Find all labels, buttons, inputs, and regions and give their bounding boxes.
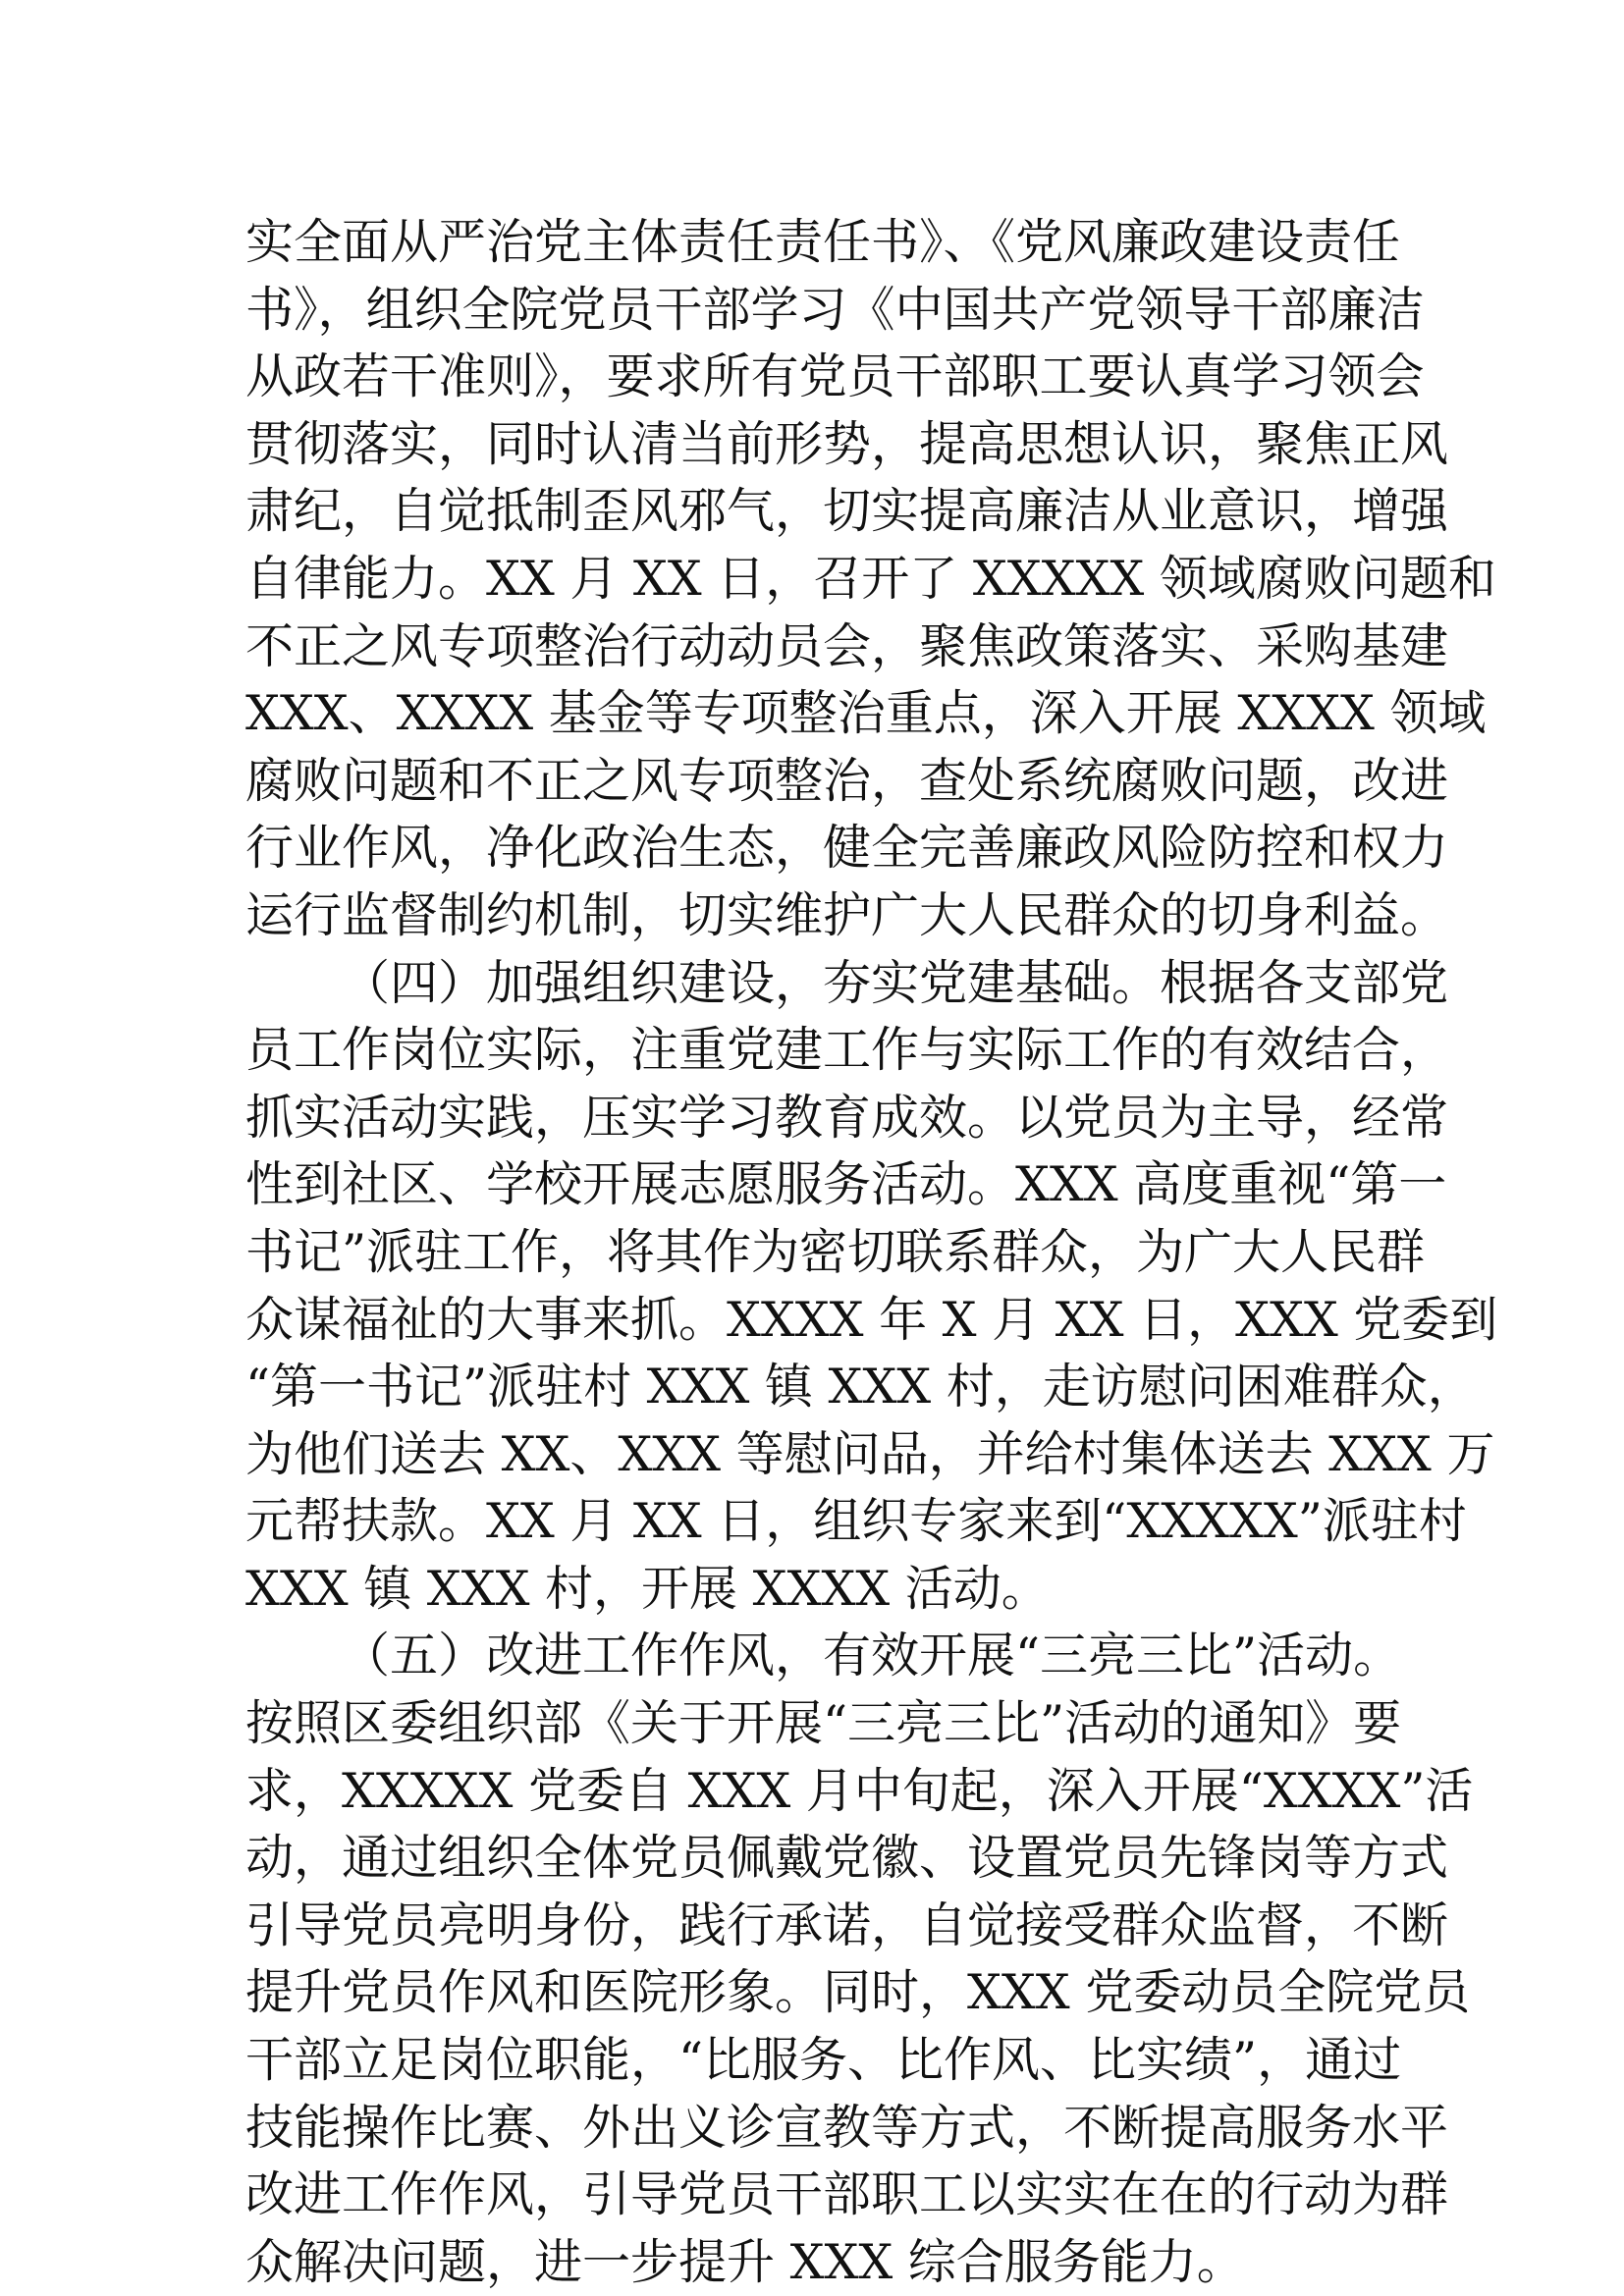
text-line: 提升党员作风和医院形象。同时，XXX 党委动员全院党员 [245, 1964, 1471, 2021]
text-line: 按照区委组织部《关于开展“三亮三比”活动的通知》要 [245, 1695, 1402, 1752]
text-line: XXX 镇 XXX 村，开展 XXXX 活动。 [245, 1560, 1050, 1617]
text-line: 干部立足岗位职能，“比服务、比作风、比实绩”，通过 [245, 2032, 1402, 2089]
text-line: 不正之风专项整治行动动员会，聚焦政策落实、采购基建 [245, 617, 1449, 674]
text-line: 改进工作作风，引导党员干部职工以实实在在的行动为群 [245, 2166, 1449, 2223]
paragraph [245, 950, 1498, 1624]
text-line: 书记”派驻工作，将其作为密切联系群众，为广大人民群 [245, 1223, 1426, 1280]
paragraph [245, 1623, 1474, 2296]
text-line: 为他们送去 XX、XXX 等慰问品，并给村集体送去 XXX 万 [245, 1425, 1495, 1482]
text-line: 自律能力。XX 月 XX 日，召开了 XXXXX 领域腐败问题和 [245, 550, 1496, 607]
text-line: 技能操作比赛、外出义诊宣教等方式，不断提高服务水平 [245, 2099, 1449, 2156]
text-line: 贯彻落实，同时认清当前形势，提高思想认识，聚焦正风 [245, 415, 1449, 472]
paragraph [245, 209, 1496, 950]
text-line: 抓实活动实践，压实学习教育成效。以党员为主导，经常 [245, 1089, 1449, 1146]
text-line: 从政若干准则》，要求所有党员干部职工要认真学习领会 [245, 348, 1425, 405]
text-line: 运行监督制约机制，切实维护广大人民群众的切身利益。 [245, 886, 1449, 943]
text-line: （四）加强组织建设，夯实党建基础。根据各支部党 [342, 954, 1449, 1011]
text-line: （五）改进工作作风，有效开展“三亮三比”活动。 [342, 1628, 1402, 1684]
text-line: 众谋福祉的大事来抓。XXXX 年 X 月 XX 日，XXX 党委到 [245, 1291, 1498, 1348]
text-line: “第一书记”派驻村 XXX 镇 XXX 村，走访慰问困难群众， [245, 1359, 1476, 1415]
text-line: XXX、XXXX 基金等专项整治重点，深入开展 XXXX 领域 [245, 685, 1487, 742]
text-line: 动，通过组织全体党员佩戴党徽、设置党员先锋岗等方式 [245, 1830, 1449, 1887]
body-text [245, 209, 1498, 2296]
text-line: 性到社区、学校开展志愿服务活动。XXX 高度重视“第一 [245, 1156, 1447, 1213]
text-line: 求，XXXXX 党委自 XXX 月中旬起，深入开展“XXXX”活 [245, 1762, 1474, 1819]
text-line: 行业作风，净化政治生态，健全完善廉政风险防控和权力 [245, 820, 1449, 877]
text-line: 众解决问题，进一步提升 XXX 综合服务能力。 [245, 2233, 1245, 2290]
text-line: 引导党员亮明身份，践行承诺，自觉接受群众监督，不断 [245, 1896, 1449, 1953]
text-line: 书》，组织全院党员干部学习《中国共产党领导干部廉洁 [245, 281, 1425, 338]
text-line: 实全面从严治党主体责任责任书》、《党风廉政建设责任 [245, 214, 1401, 270]
text-line: 元帮扶款。XX 月 XX 日，组织专家来到“XXXXX”派驻村 [245, 1493, 1467, 1550]
text-line: 肃纪，自觉抵制歪风邪气，切实提高廉洁从业意识，增强 [245, 483, 1449, 540]
text-line: 员工作岗位实际，注重党建工作与实际工作的有效结合， [245, 1022, 1449, 1079]
text-line: 腐败问题和不正之风专项整治，查处系统腐败问题，改进 [245, 752, 1449, 809]
